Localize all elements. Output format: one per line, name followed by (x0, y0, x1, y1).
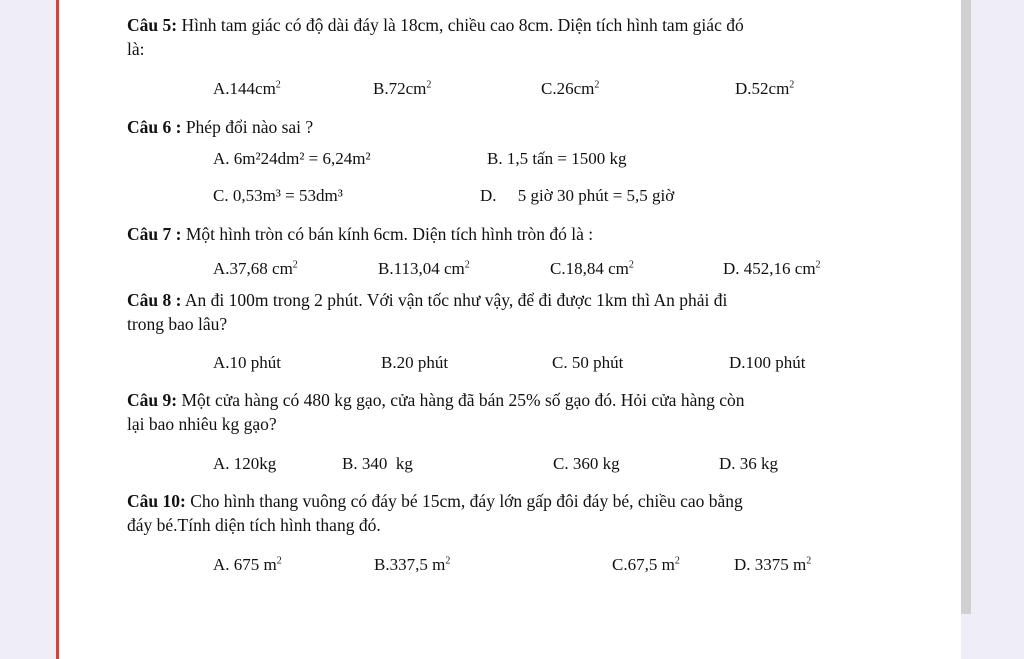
question-text-cont: lại bao nhiêu kg gạo? (127, 414, 277, 434)
question-label: Câu 7 : (127, 224, 182, 244)
question-8 (127, 288, 827, 336)
question-label: Câu 6 : (127, 117, 182, 137)
question-text: Hình tam giác có độ dài đáy là 18cm, chiều cao 8cm. Diện tích hình tam giác đó (181, 15, 744, 35)
option-c: C. 0,53m³ = 53dm³ (213, 186, 343, 205)
option-a: $A.144cm^2$ (213, 79, 281, 98)
option-b: B.20 phút (381, 353, 449, 372)
option-d: D.100 phút (729, 353, 806, 372)
question-label: Câu 5: (127, 15, 178, 35)
option-d: $D.52cm^2$ (735, 79, 795, 98)
question-7 (127, 222, 827, 246)
option-c: C.67,5 $m^2$ (612, 555, 680, 574)
question-5 (127, 13, 827, 61)
question-label: Câu 8 : (127, 290, 182, 310)
question-text-cont: đáy bé.Tính diện tích hình thang đó. (127, 515, 381, 535)
option-c: $C.26cm^2$ (541, 79, 600, 98)
question-text: An đi 100m trong 2 phút. Với vận tốc như vậy, để đi được 1km thì An phải đi (184, 290, 728, 310)
option-c: C.18,84 $cm^2$ (550, 259, 634, 278)
option-a: A.10 phút (213, 353, 281, 372)
question-text-cont: trong bao lâu? (127, 314, 228, 334)
question-6 (127, 115, 827, 139)
question-text-cont: là: (127, 39, 145, 59)
option-b: B.337,5 $m^2$ (374, 555, 451, 574)
option-d: D. 36 kg (719, 454, 779, 473)
option-d: D. 452,16 $cm^2$ (723, 259, 821, 278)
question-9 (127, 388, 827, 436)
question-text: Một hình tròn có bán kính 6cm. Diện tích hình tròn đó là : (185, 224, 594, 244)
option-c: C. 50 phút (552, 353, 624, 372)
option-a: A. 6m²24dm² = 6,24m² (213, 149, 371, 168)
option-a: A.37,68 $cm^2$ (213, 259, 298, 278)
question-text: Cho hình thang vuông có đáy bé 15cm, đáy lớn gấp đôi đáy bé, chiều cao bằng (190, 491, 743, 511)
scrollbar[interactable] (961, 0, 971, 614)
option-d: D. 3375 $m^2$ (734, 555, 812, 574)
option-b: B.113,04 $cm^2$ (378, 259, 470, 278)
question-10 (127, 489, 827, 537)
option-d: D. 5 giờ 30 phút = 5,5 giờ (480, 186, 675, 205)
option-b: $B.72cm^2$ (373, 79, 432, 98)
option-a: A. 675 $m^2$ (213, 555, 282, 574)
question-label: Câu 10: (127, 491, 186, 511)
option-b: B. 340 kg (342, 454, 413, 473)
question-text: Một cửa hàng có 480 kg gạo, cửa hàng đã bán 25% số gạo đó. Hỏi cửa hàng còn (181, 390, 745, 410)
question-label: Câu 9: (127, 390, 178, 410)
option-c: C. 360 kg (553, 454, 620, 473)
option-a: A. 120kg (213, 454, 277, 473)
option-b: B. 1,5 tấn = 1500 kg (487, 149, 627, 168)
question-text: Phép đổi nào sai ? (185, 117, 314, 137)
